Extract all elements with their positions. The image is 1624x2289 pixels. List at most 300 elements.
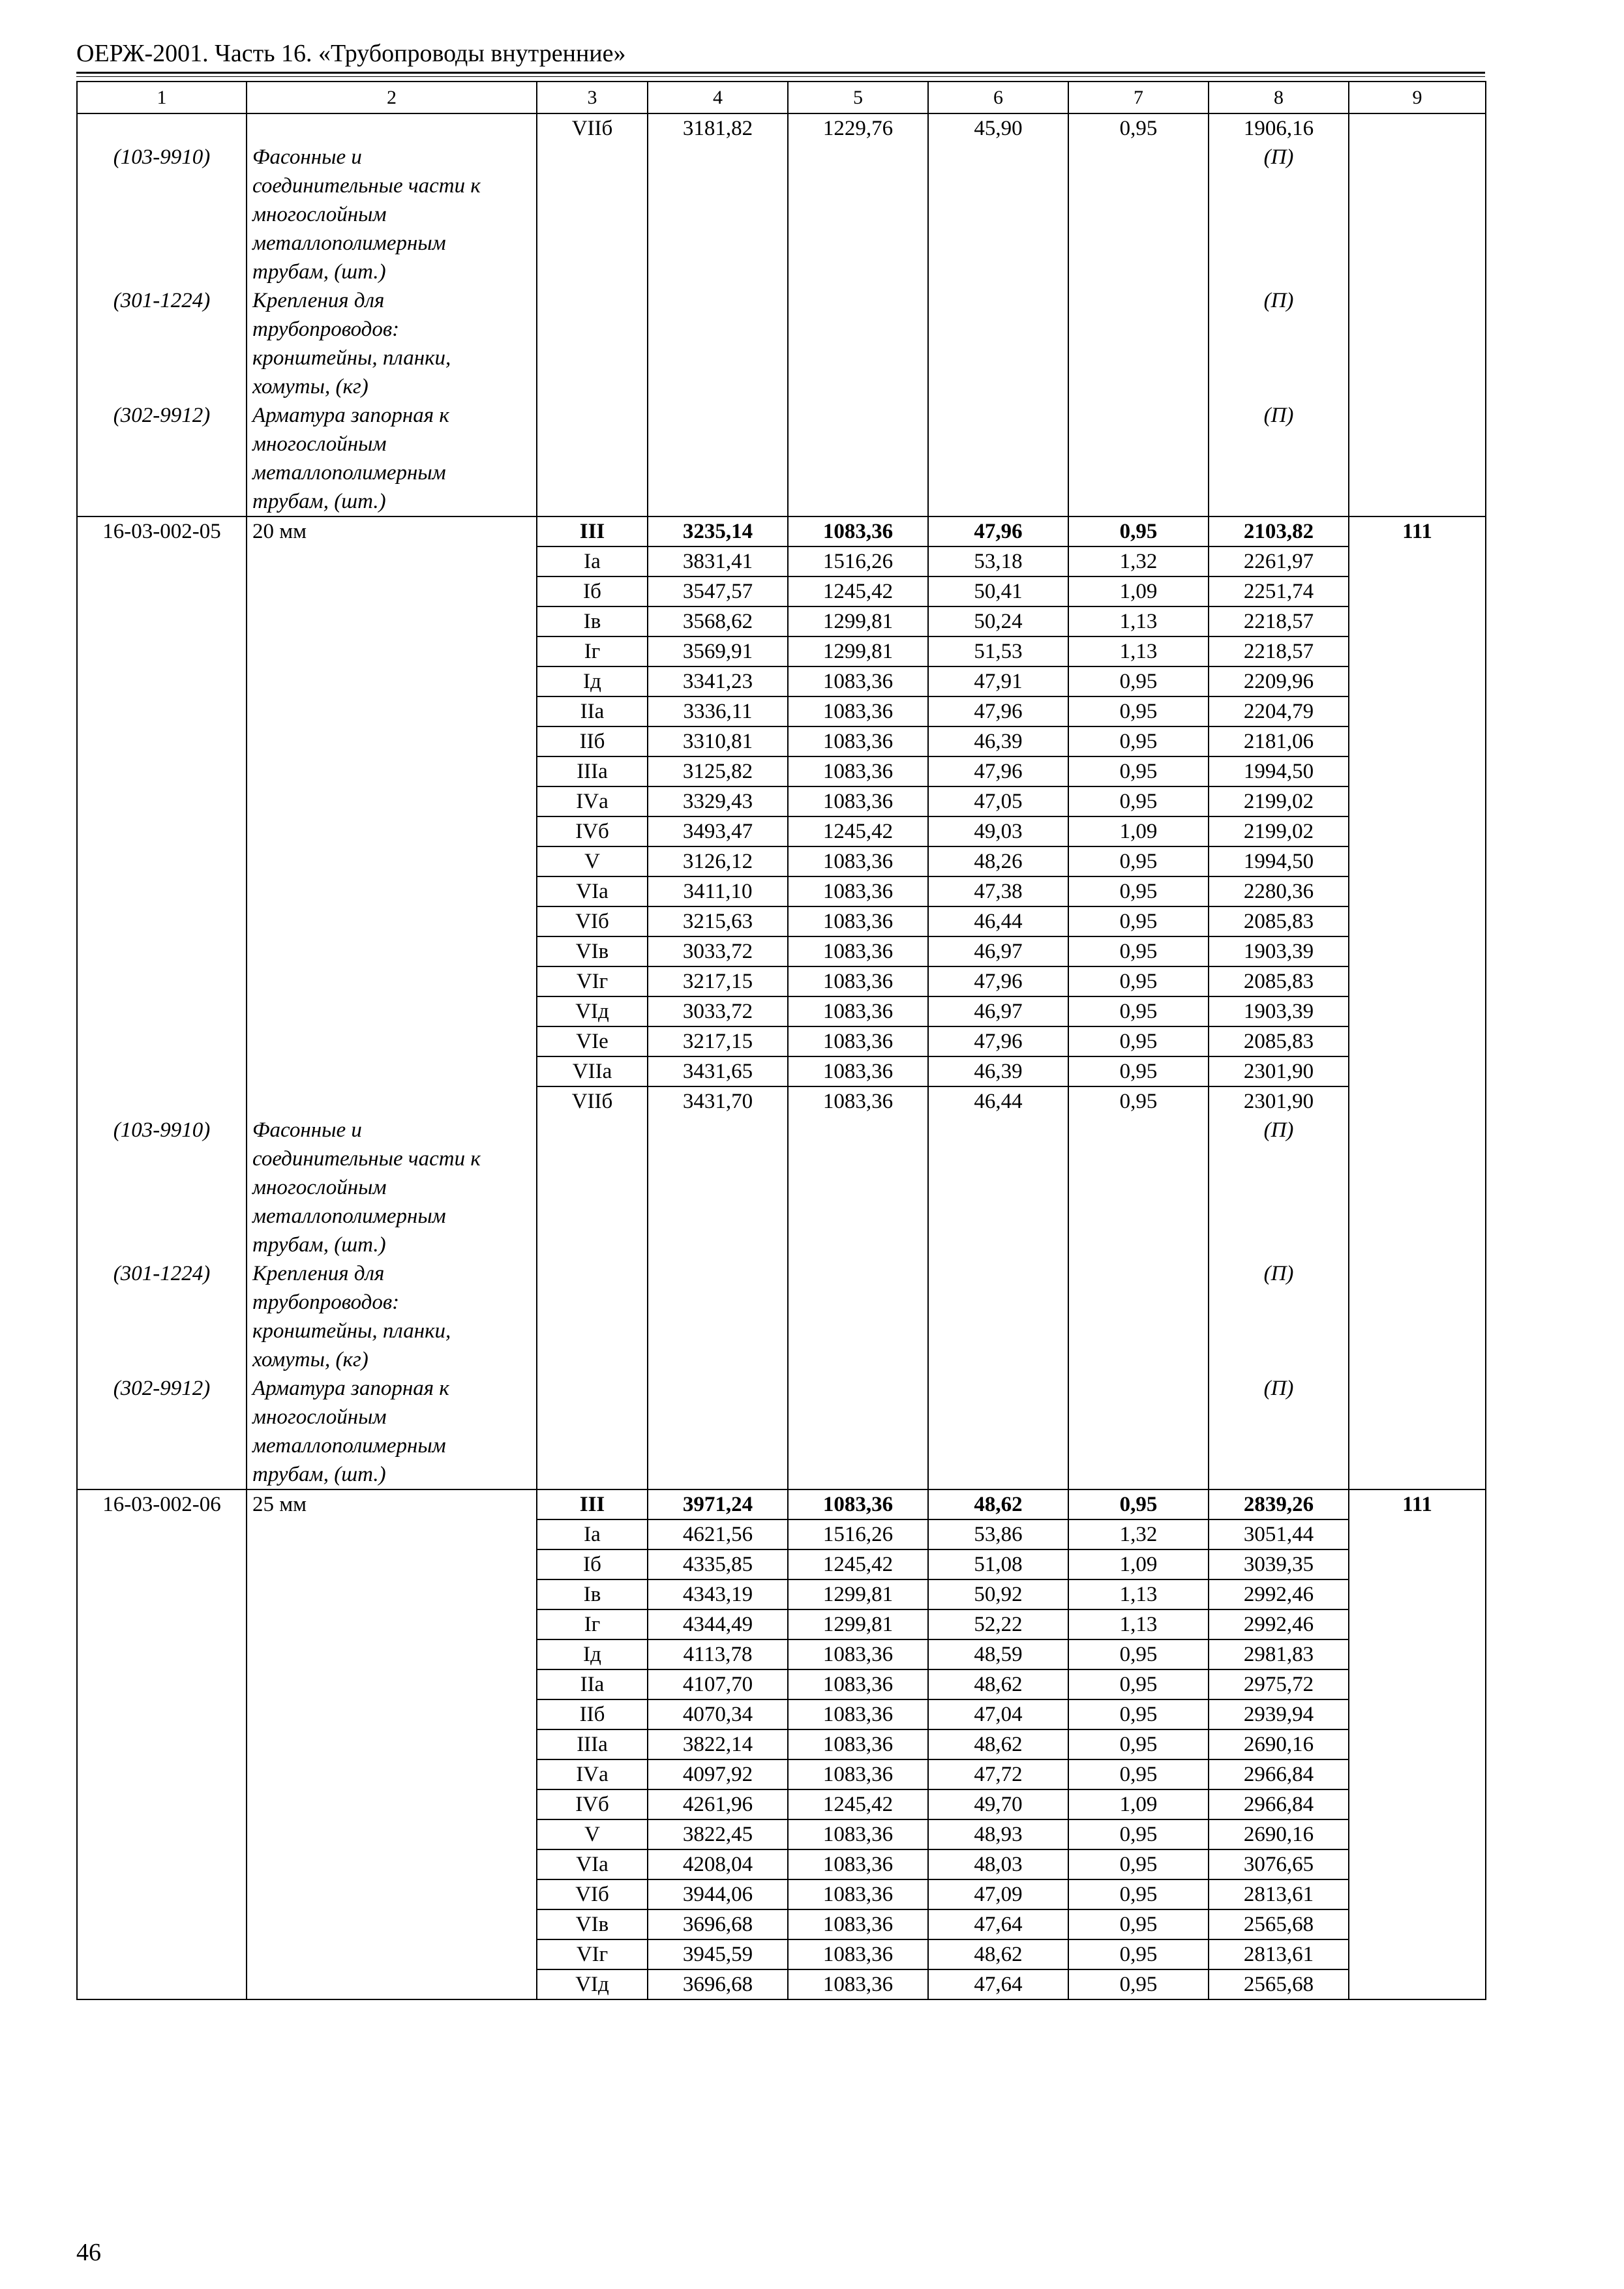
machinist-wages: 0,95 xyxy=(1068,1759,1209,1789)
zone: VIв xyxy=(537,1909,648,1939)
resource-code: (103-9910) xyxy=(77,143,247,286)
materials: 2218,57 xyxy=(1209,636,1349,666)
wages: 1083,36 xyxy=(788,1909,928,1939)
machine-cost: 49,03 xyxy=(928,816,1068,846)
resource-name-line: кронштейны, планки, xyxy=(252,346,451,370)
empty-cell xyxy=(788,286,928,401)
machinist-wages: 0,95 xyxy=(1068,1909,1209,1939)
rate-name xyxy=(247,936,537,966)
zone: IVб xyxy=(537,1789,648,1819)
machinist-wages: 0,95 xyxy=(1068,696,1209,726)
resource-name-line: Арматура запорная к xyxy=(252,404,449,427)
total-cost: 3215,63 xyxy=(648,906,788,936)
labor-code xyxy=(1349,1849,1486,1879)
resource-code: (302-9912) xyxy=(77,401,247,516)
materials: 2565,68 xyxy=(1209,1909,1349,1939)
rate-code xyxy=(77,1729,247,1759)
machinist-wages: 0,95 xyxy=(1068,1819,1209,1849)
materials: 2103,82 xyxy=(1209,516,1349,546)
table-row xyxy=(77,996,1486,1026)
wages: 1299,81 xyxy=(788,1609,928,1639)
rate-code xyxy=(77,1819,247,1849)
machinist-wages: 0,95 xyxy=(1068,1489,1209,1519)
machine-cost: 47,72 xyxy=(928,1759,1068,1789)
total-cost: 3822,14 xyxy=(648,1729,788,1759)
materials: 1994,50 xyxy=(1209,846,1349,876)
rate-name xyxy=(247,1729,537,1759)
total-cost: 4343,19 xyxy=(648,1579,788,1609)
table-row xyxy=(77,936,1486,966)
labor-code xyxy=(1349,1639,1486,1669)
labor-code xyxy=(1349,876,1486,906)
zone: IIIа xyxy=(537,1729,648,1759)
resource-name-line: металлополимерным xyxy=(252,1204,446,1228)
table-row xyxy=(77,1729,1486,1759)
machinist-wages: 1,13 xyxy=(1068,1579,1209,1609)
empty-cell xyxy=(648,1116,788,1259)
materials: 2981,83 xyxy=(1209,1639,1349,1669)
resource-name-line: многослойным xyxy=(252,432,387,456)
resource-name-line: кронштейны, планки, xyxy=(252,1319,451,1343)
rate-code xyxy=(77,1879,247,1909)
machine-cost: 50,41 xyxy=(928,576,1068,606)
labor-code xyxy=(1349,636,1486,666)
rate-code xyxy=(77,1519,247,1549)
zone: IIа xyxy=(537,1669,648,1699)
materials: 2839,26 xyxy=(1209,1489,1349,1519)
wages: 1083,36 xyxy=(788,1639,928,1669)
materials: 2218,57 xyxy=(1209,606,1349,636)
rate-code xyxy=(77,1609,247,1639)
zone: III xyxy=(537,516,648,546)
empty-cell xyxy=(648,1259,788,1374)
empty-cell xyxy=(928,1259,1068,1374)
rate-code xyxy=(77,1789,247,1819)
rate-code xyxy=(77,756,247,786)
wages: 1083,36 xyxy=(788,876,928,906)
column-header: 2 xyxy=(247,82,537,113)
resource-name-line: металлополимерным xyxy=(252,1434,446,1458)
machinist-wages: 0,95 xyxy=(1068,113,1209,143)
rate-name xyxy=(247,1579,537,1609)
rate-code xyxy=(77,696,247,726)
zone: IIб xyxy=(537,1699,648,1729)
resource-name-line: трубопроводов: xyxy=(252,318,400,341)
rate-name xyxy=(247,1086,537,1116)
wages: 1083,36 xyxy=(788,1699,928,1729)
table-row xyxy=(77,906,1486,936)
table-row xyxy=(77,1086,1486,1116)
rate-name xyxy=(247,1549,537,1579)
table-row xyxy=(77,576,1486,606)
rate-name xyxy=(247,576,537,606)
machinist-wages: 0,95 xyxy=(1068,1086,1209,1116)
rate-name xyxy=(247,1939,537,1969)
rate-name xyxy=(247,1849,537,1879)
rate-name xyxy=(247,1789,537,1819)
materials: 2975,72 xyxy=(1209,1669,1349,1699)
labor-code: 111 xyxy=(1349,516,1486,546)
total-cost: 3181,82 xyxy=(648,113,788,143)
resource-name-line: хомуты, (кг) xyxy=(252,375,368,398)
wages: 1083,36 xyxy=(788,786,928,816)
table-row xyxy=(77,1819,1486,1849)
labor-code xyxy=(1349,1519,1486,1549)
rate-name xyxy=(247,546,537,576)
machinist-wages: 1,09 xyxy=(1068,816,1209,846)
table-row xyxy=(77,1879,1486,1909)
rate-name xyxy=(247,726,537,756)
materials: 2204,79 xyxy=(1209,696,1349,726)
rate-name xyxy=(247,1969,537,1999)
materials: 1903,39 xyxy=(1209,936,1349,966)
column-header: 4 xyxy=(648,82,788,113)
machine-cost: 47,04 xyxy=(928,1699,1068,1729)
empty-cell xyxy=(1068,1116,1209,1259)
table-row xyxy=(77,1969,1486,1999)
wages: 1083,36 xyxy=(788,906,928,936)
machinist-wages: 1,13 xyxy=(1068,606,1209,636)
rate-code xyxy=(77,726,247,756)
total-cost: 3411,10 xyxy=(648,876,788,906)
labor-code xyxy=(1349,1939,1486,1969)
column-header: 8 xyxy=(1209,82,1349,113)
machinist-wages: 1,32 xyxy=(1068,546,1209,576)
materials: 2085,83 xyxy=(1209,1026,1349,1056)
table-row xyxy=(77,113,1486,143)
wages: 1083,36 xyxy=(788,936,928,966)
resource-name-line: Фасонные и xyxy=(252,145,362,169)
zone: VIIа xyxy=(537,1056,648,1086)
resource-mark: (П) xyxy=(1209,1374,1349,1489)
wages: 1083,36 xyxy=(788,1939,928,1969)
table-row xyxy=(77,1789,1486,1819)
machine-cost: 47,05 xyxy=(928,786,1068,816)
labor-code xyxy=(1349,1819,1486,1849)
materials: 2301,90 xyxy=(1209,1056,1349,1086)
table-body xyxy=(77,113,1486,1999)
zone: Iв xyxy=(537,1579,648,1609)
wages: 1245,42 xyxy=(788,1549,928,1579)
page-header: ОЕРЖ-2001. Часть 16. «Трубопроводы внутренние» xyxy=(76,40,626,67)
wages: 1245,42 xyxy=(788,816,928,846)
rate-name xyxy=(247,636,537,666)
empty-cell xyxy=(1349,1374,1486,1489)
machinist-wages: 0,95 xyxy=(1068,1639,1209,1669)
labor-code xyxy=(1349,113,1486,143)
page-number: 46 xyxy=(76,2239,101,2266)
zone: Iг xyxy=(537,636,648,666)
rate-code xyxy=(77,606,247,636)
rate-code xyxy=(77,996,247,1026)
materials: 2565,68 xyxy=(1209,1969,1349,1999)
resource-name-line: трубопроводов: xyxy=(252,1291,400,1314)
table-row xyxy=(77,846,1486,876)
empty-cell xyxy=(1349,401,1486,516)
materials: 1906,16 xyxy=(1209,113,1349,143)
zone: VIа xyxy=(537,876,648,906)
table-row xyxy=(77,1939,1486,1969)
machinist-wages: 0,95 xyxy=(1068,1969,1209,1999)
total-cost: 4070,34 xyxy=(648,1699,788,1729)
total-cost: 3493,47 xyxy=(648,816,788,846)
resource-mark: (П) xyxy=(1209,1259,1349,1374)
zone: VIд xyxy=(537,996,648,1026)
resource-name xyxy=(247,1374,537,1489)
machinist-wages: 0,95 xyxy=(1068,1729,1209,1759)
total-cost: 3235,14 xyxy=(648,516,788,546)
total-cost: 3569,91 xyxy=(648,636,788,666)
rate-name: 20 мм xyxy=(247,516,537,546)
empty-cell xyxy=(788,1259,928,1374)
resource-row xyxy=(77,286,1486,401)
rate-name xyxy=(247,816,537,846)
total-cost: 4335,85 xyxy=(648,1549,788,1579)
table-row xyxy=(77,786,1486,816)
total-cost: 3125,82 xyxy=(648,756,788,786)
resource-row xyxy=(77,1116,1486,1259)
labor-code xyxy=(1349,666,1486,696)
resource-name-line: металлополимерным xyxy=(252,232,446,255)
machinist-wages: 0,95 xyxy=(1068,756,1209,786)
table-row xyxy=(77,696,1486,726)
total-cost: 3431,65 xyxy=(648,1056,788,1086)
machine-cost: 48,62 xyxy=(928,1489,1068,1519)
materials: 1903,39 xyxy=(1209,996,1349,1026)
rate-code xyxy=(77,1639,247,1669)
empty-cell xyxy=(1068,143,1209,286)
materials: 3051,44 xyxy=(1209,1519,1349,1549)
column-header: 6 xyxy=(928,82,1068,113)
machine-cost: 53,18 xyxy=(928,546,1068,576)
table-row xyxy=(77,1519,1486,1549)
machine-cost: 48,62 xyxy=(928,1939,1068,1969)
rate-name xyxy=(247,113,537,143)
empty-cell xyxy=(1068,1259,1209,1374)
labor-code xyxy=(1349,1026,1486,1056)
rate-code xyxy=(77,906,247,936)
wages: 1516,26 xyxy=(788,546,928,576)
rate-code xyxy=(77,546,247,576)
machinist-wages: 0,95 xyxy=(1068,966,1209,996)
rate-name xyxy=(247,1759,537,1789)
resource-name xyxy=(247,1259,537,1374)
table-row xyxy=(77,1609,1486,1639)
table-row xyxy=(77,876,1486,906)
empty-cell xyxy=(537,1374,648,1489)
total-cost: 3126,12 xyxy=(648,846,788,876)
table-row xyxy=(77,1909,1486,1939)
materials: 3076,65 xyxy=(1209,1849,1349,1879)
zone: VIв xyxy=(537,936,648,966)
empty-cell xyxy=(1068,1374,1209,1489)
wages: 1083,36 xyxy=(788,1056,928,1086)
total-cost: 3033,72 xyxy=(648,936,788,966)
labor-code xyxy=(1349,1789,1486,1819)
machinist-wages: 0,95 xyxy=(1068,1669,1209,1699)
machine-cost: 47,96 xyxy=(928,1026,1068,1056)
rate-name xyxy=(247,1909,537,1939)
materials: 2209,96 xyxy=(1209,666,1349,696)
total-cost: 3217,15 xyxy=(648,1026,788,1056)
materials: 2966,84 xyxy=(1209,1759,1349,1789)
wages: 1245,42 xyxy=(788,1789,928,1819)
total-cost: 3431,70 xyxy=(648,1086,788,1116)
zone: Iд xyxy=(537,1639,648,1669)
labor-code xyxy=(1349,1056,1486,1086)
rate-name: 25 мм xyxy=(247,1489,537,1519)
rate-code xyxy=(77,1759,247,1789)
wages: 1083,36 xyxy=(788,1759,928,1789)
rate-name xyxy=(247,756,537,786)
labor-code xyxy=(1349,1086,1486,1116)
empty-cell xyxy=(1068,401,1209,516)
wages: 1516,26 xyxy=(788,1519,928,1549)
machinist-wages: 0,95 xyxy=(1068,876,1209,906)
resource-name-line: соединительные части к xyxy=(252,1147,481,1171)
empty-cell xyxy=(537,1259,648,1374)
empty-cell xyxy=(788,143,928,286)
labor-code xyxy=(1349,1879,1486,1909)
empty-cell xyxy=(1068,286,1209,401)
rate-code xyxy=(77,966,247,996)
machine-cost: 49,70 xyxy=(928,1789,1068,1819)
empty-cell xyxy=(928,1374,1068,1489)
rate-code xyxy=(77,1669,247,1699)
materials: 2992,46 xyxy=(1209,1579,1349,1609)
zone: VIа xyxy=(537,1849,648,1879)
empty-cell xyxy=(788,1116,928,1259)
table-row xyxy=(77,1489,1486,1519)
total-cost: 3033,72 xyxy=(648,996,788,1026)
resource-name xyxy=(247,1116,537,1259)
rate-code: 16-03-002-06 xyxy=(77,1489,247,1519)
rate-name xyxy=(247,666,537,696)
rate-name xyxy=(247,1519,537,1549)
labor-code xyxy=(1349,996,1486,1026)
rate-code xyxy=(77,636,247,666)
rate-name xyxy=(247,1879,537,1909)
rate-name xyxy=(247,906,537,936)
machinist-wages: 0,95 xyxy=(1068,936,1209,966)
rate-name xyxy=(247,996,537,1026)
empty-cell xyxy=(648,401,788,516)
rate-code xyxy=(77,113,247,143)
machine-cost: 48,59 xyxy=(928,1639,1068,1669)
rate-name xyxy=(247,1669,537,1699)
labor-code xyxy=(1349,546,1486,576)
rate-name xyxy=(247,1639,537,1669)
machine-cost: 46,44 xyxy=(928,906,1068,936)
machinist-wages: 1,09 xyxy=(1068,1549,1209,1579)
total-cost: 3329,43 xyxy=(648,786,788,816)
labor-code xyxy=(1349,756,1486,786)
materials: 2261,97 xyxy=(1209,546,1349,576)
resource-mark: (П) xyxy=(1209,286,1349,401)
resource-row xyxy=(77,401,1486,516)
wages: 1083,36 xyxy=(788,966,928,996)
machine-cost: 47,96 xyxy=(928,966,1068,996)
rate-code xyxy=(77,1056,247,1086)
machinist-wages: 0,95 xyxy=(1068,906,1209,936)
empty-cell xyxy=(788,401,928,516)
total-cost: 4097,92 xyxy=(648,1759,788,1789)
resource-name-line: трубам, (шт.) xyxy=(252,1233,386,1257)
table-row xyxy=(77,1639,1486,1669)
machine-cost: 47,96 xyxy=(928,756,1068,786)
table-row xyxy=(77,666,1486,696)
zone: Iа xyxy=(537,546,648,576)
rate-name xyxy=(247,786,537,816)
resource-mark: (П) xyxy=(1209,143,1349,286)
machinist-wages: 0,95 xyxy=(1068,1056,1209,1086)
labor-code xyxy=(1349,1609,1486,1639)
resource-row xyxy=(77,143,1486,286)
total-cost: 3696,68 xyxy=(648,1969,788,1999)
rate-name xyxy=(247,696,537,726)
empty-cell xyxy=(1349,1259,1486,1374)
rate-code xyxy=(77,786,247,816)
total-cost: 4621,56 xyxy=(648,1519,788,1549)
wages: 1083,36 xyxy=(788,1849,928,1879)
labor-code xyxy=(1349,846,1486,876)
total-cost: 3217,15 xyxy=(648,966,788,996)
rate-name xyxy=(247,1609,537,1639)
zone: VIг xyxy=(537,1939,648,1969)
labor-code xyxy=(1349,1969,1486,1999)
labor-code xyxy=(1349,1759,1486,1789)
empty-cell xyxy=(928,286,1068,401)
machine-cost: 47,64 xyxy=(928,1969,1068,1999)
resource-name-line: трубам, (шт.) xyxy=(252,490,386,513)
resource-code: (302-9912) xyxy=(77,1374,247,1489)
machine-cost: 50,24 xyxy=(928,606,1068,636)
resource-name-line: Крепления для xyxy=(252,289,385,312)
machinist-wages: 1,13 xyxy=(1068,1609,1209,1639)
machine-cost: 48,93 xyxy=(928,1819,1068,1849)
machinist-wages: 0,95 xyxy=(1068,1879,1209,1909)
resource-name xyxy=(247,401,537,516)
labor-code xyxy=(1349,1669,1486,1699)
zone: IIа xyxy=(537,696,648,726)
machine-cost: 47,91 xyxy=(928,666,1068,696)
machine-cost: 48,26 xyxy=(928,846,1068,876)
machine-cost: 46,39 xyxy=(928,1056,1068,1086)
resource-name xyxy=(247,286,537,401)
machine-cost: 52,22 xyxy=(928,1609,1068,1639)
materials: 2690,16 xyxy=(1209,1819,1349,1849)
table-row xyxy=(77,516,1486,546)
resource-name-line: металлополимерным xyxy=(252,461,446,485)
rate-code xyxy=(77,1699,247,1729)
table-row xyxy=(77,1669,1486,1699)
zone: IIIа xyxy=(537,756,648,786)
total-cost: 3568,62 xyxy=(648,606,788,636)
labor-code xyxy=(1349,726,1486,756)
labor-code xyxy=(1349,816,1486,846)
machinist-wages: 0,95 xyxy=(1068,726,1209,756)
total-cost: 3822,45 xyxy=(648,1819,788,1849)
table-row xyxy=(77,1849,1486,1879)
resource-name-line: хомуты, (кг) xyxy=(252,1348,368,1371)
rate-code xyxy=(77,1849,247,1879)
wages: 1229,76 xyxy=(788,113,928,143)
machinist-wages: 0,95 xyxy=(1068,996,1209,1026)
zone: V xyxy=(537,1819,648,1849)
rate-name xyxy=(247,846,537,876)
rate-code xyxy=(77,1549,247,1579)
total-cost: 4113,78 xyxy=(648,1639,788,1669)
